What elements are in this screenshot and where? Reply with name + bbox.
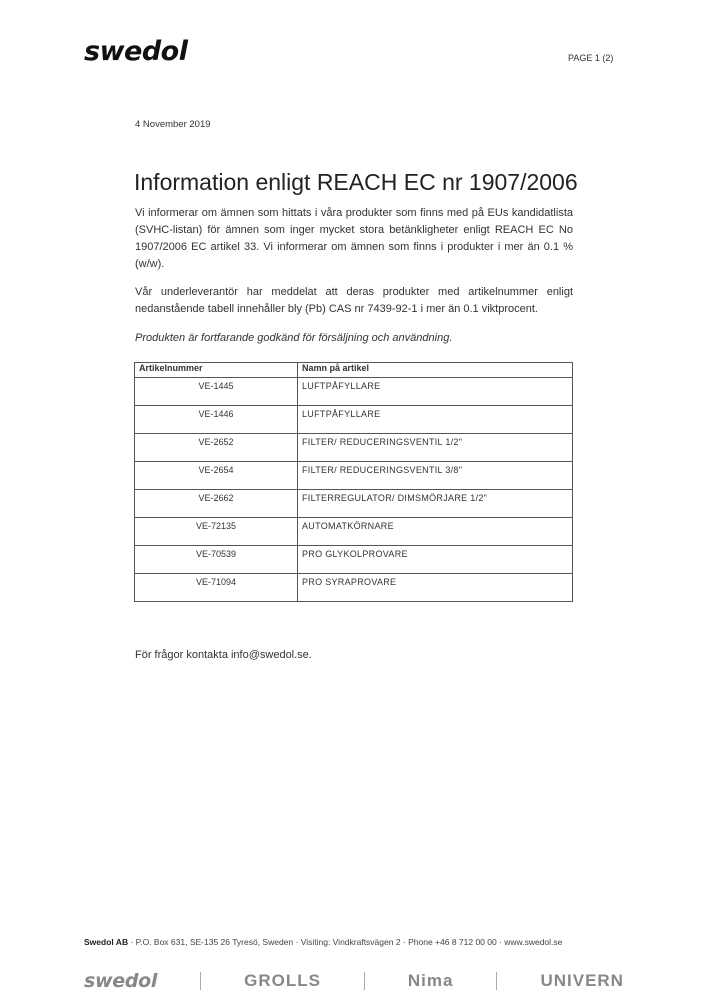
supplier-paragraph: Vår underleverantör har meddelat att deras produkter med artikelnummer enligt nedanstående tabell innehåller bly (Pb) CAS nr 7439-92-1 i mer än 0.1 viktprocent. [135,286,573,315]
brand-logo-nima: Nima [407,971,454,990]
article-name: LUFTPÅFYLLARE [298,406,573,434]
article-number: VE-70539 [135,546,298,574]
table-row [135,490,573,518]
article-number: VE-1445 [135,378,298,406]
article-number: VE-2652 [135,434,298,462]
footer-address [84,937,562,947]
swedol-logo: swedol [84,36,188,67]
brand-divider [364,972,365,990]
approval-note: Produkten är fortfarande godkänd för försäljning och användning. [135,332,453,344]
column-header-article-number: Artikelnummer [135,363,298,378]
article-name: FILTERREGULATOR/ DIMSMÖRJARE 1/2" [298,490,573,518]
article-number: VE-2654 [135,462,298,490]
brand-logo-swedol: swedol [84,970,158,992]
article-number: VE-71094 [135,574,298,602]
article-name: FILTER/ REDUCERINGSVENTIL 1/2" [298,434,573,462]
article-number: VE-1446 [135,406,298,434]
table-row [135,574,573,602]
brand-divider [496,972,497,990]
document-date: 4 November 2019 [135,119,211,130]
contact-line: För frågor kontakta info@swedol.se. [135,649,312,661]
table-row [135,546,573,574]
brand-divider [200,972,201,990]
table-row [135,518,573,546]
table-row [135,462,573,490]
article-name: PRO GLYKOLPROVARE [298,546,573,574]
article-number: VE-72135 [135,518,298,546]
brand-logos [84,966,624,996]
document-title: Information enligt REACH EC nr 1907/2006 [134,169,578,195]
article-name: LUFTPÅFYLLARE [298,378,573,406]
article-number: VE-2662 [135,490,298,518]
intro-paragraph: Vi informerar om ämnen som hittats i våra produkter som finns med på EUs kandidatlista (SVHC-listan) för ämnen som inger mycket stora betänkligheter enligt REACH EC No 1907/2006 EC artikel 33. Vi informerar om ämnen som finns i produkter i mer än 0.1 % (w/w). [135,207,573,270]
footer-details: · P.O. Box 631, SE-135 26 Tyresö, Sweden · Visiting: Vindkraftsvägen 2 · Phone +46 8 712 00 00 · www.swedol.se [128,937,563,947]
page-number: PAGE 1 (2) [568,53,614,63]
article-name: FILTER/ REDUCERINGSVENTIL 3/8" [298,462,573,490]
table-row [135,406,573,434]
column-header-article-name: Namn på artikel [298,363,573,378]
footer-company: Swedol AB [84,937,129,947]
table-row [135,378,573,406]
brand-logo-grolls: GROLLS [244,971,321,990]
article-table [134,362,573,602]
table-header-row [135,363,573,378]
article-name: AUTOMATKÖRNARE [298,518,573,546]
brand-logo-univern: UNIVERN [540,971,624,990]
table-row [135,434,573,462]
article-name: PRO SYRAPROVARE [298,574,573,602]
